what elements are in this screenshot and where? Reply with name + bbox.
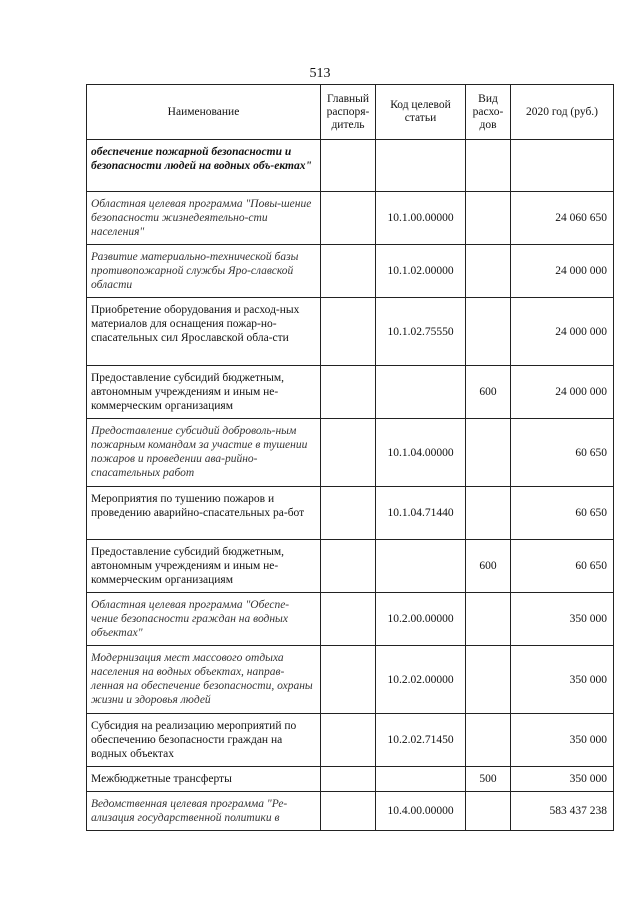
row-name-cell: Межбюджетные трансферты xyxy=(87,767,321,792)
row-manager-cell xyxy=(321,140,376,192)
row-manager-cell xyxy=(321,298,376,366)
table-row xyxy=(87,366,614,419)
row-target-code-cell: 10.1.02.75550 xyxy=(376,298,466,366)
row-target-code-cell: 10.2.02.00000 xyxy=(376,646,466,714)
row-target-code-cell: 10.2.00.00000 xyxy=(376,593,466,646)
table-row xyxy=(87,140,614,192)
row-name-cell: Ведомственная целевая программа "Ре-ализация государственной политики в xyxy=(87,792,321,831)
row-expense-type-cell: 600 xyxy=(466,540,511,593)
table-row xyxy=(87,192,614,245)
row-sum-cell: 583 437 238 xyxy=(511,792,614,831)
row-sum-cell: 60 650 xyxy=(511,419,614,487)
row-name-cell: Предоставление субсидий доброволь-ным пожарным командам за участие в тушении пожаров и проведении ава-рийно-спасательных работ xyxy=(87,419,321,487)
row-manager-cell xyxy=(321,767,376,792)
row-expense-type-cell xyxy=(466,192,511,245)
column-header-sum: 2020 год (руб.) xyxy=(511,85,614,140)
column-header-name: Наименование xyxy=(87,85,321,140)
row-expense-type-cell xyxy=(466,714,511,767)
table-header-row xyxy=(87,85,614,140)
row-name-cell: обеспечение пожарной безопасности и безопасности людей на водных объ-ектах" xyxy=(87,140,321,192)
row-sum-cell: 350 000 xyxy=(511,593,614,646)
row-sum-cell: 350 000 xyxy=(511,767,614,792)
table-row xyxy=(87,714,614,767)
row-target-code-cell: 10.1.04.00000 xyxy=(376,419,466,487)
table-row xyxy=(87,646,614,714)
row-sum-cell: 24 000 000 xyxy=(511,245,614,298)
table-row xyxy=(87,487,614,540)
row-expense-type-cell xyxy=(466,792,511,831)
row-sum-cell xyxy=(511,140,614,192)
row-name-cell: Субсидия на реализацию мероприятий по обеспечению безопасности граждан на водных объектах xyxy=(87,714,321,767)
row-sum-cell: 24 060 650 xyxy=(511,192,614,245)
budget-table xyxy=(86,84,614,831)
table-row xyxy=(87,792,614,831)
row-target-code-cell: 10.1.04.71440 xyxy=(376,487,466,540)
row-target-code-cell: 10.4.00.00000 xyxy=(376,792,466,831)
row-manager-cell xyxy=(321,487,376,540)
row-expense-type-cell xyxy=(466,487,511,540)
row-target-code-cell xyxy=(376,767,466,792)
row-target-code-cell: 10.1.00.00000 xyxy=(376,192,466,245)
table-row xyxy=(87,419,614,487)
row-target-code-cell: 10.2.02.71450 xyxy=(376,714,466,767)
page-number: 513 xyxy=(309,66,331,81)
row-expense-type-cell xyxy=(466,298,511,366)
row-expense-type-cell xyxy=(466,593,511,646)
row-manager-cell xyxy=(321,366,376,419)
row-target-code-cell xyxy=(376,540,466,593)
row-name-cell: Областная целевая программа "Обеспе-чение безопасности граждан на водных объектах" xyxy=(87,593,321,646)
row-manager-cell xyxy=(321,714,376,767)
row-expense-type-cell xyxy=(466,419,511,487)
row-manager-cell xyxy=(321,540,376,593)
table-row xyxy=(87,767,614,792)
row-name-cell: Мероприятия по тушению пожаров и проведению аварийно-спасательных ра-бот xyxy=(87,487,321,540)
row-expense-type-cell xyxy=(466,646,511,714)
row-manager-cell xyxy=(321,593,376,646)
row-expense-type-cell xyxy=(466,140,511,192)
column-header-manager: Главный распоря-дитель xyxy=(321,85,376,140)
row-manager-cell xyxy=(321,245,376,298)
row-name-cell: Областная целевая программа "Повы-шение безопасности жизнедеятельно-сти населения" xyxy=(87,192,321,245)
row-manager-cell xyxy=(321,646,376,714)
row-manager-cell xyxy=(321,192,376,245)
column-header-target-code: Код целевой статьи xyxy=(376,85,466,140)
row-expense-type-cell: 600 xyxy=(466,366,511,419)
row-name-cell: Предоставление субсидий бюджетным, автономным учреждениям и иным не-коммерческим организациям xyxy=(87,540,321,593)
row-target-code-cell xyxy=(376,140,466,192)
row-target-code-cell xyxy=(376,366,466,419)
row-sum-cell: 60 650 xyxy=(511,487,614,540)
row-name-cell: Предоставление субсидий бюджетным, автономным учреждениям и иным не-коммерческим организациям xyxy=(87,366,321,419)
row-target-code-cell: 10.1.02.00000 xyxy=(376,245,466,298)
row-sum-cell: 24 000 000 xyxy=(511,298,614,366)
row-sum-cell: 350 000 xyxy=(511,714,614,767)
row-name-cell: Модернизация мест массового отдыха населения на водных объектах, направ-ленная на обеспечение безопасности, охраны жизни и здоровья людей xyxy=(87,646,321,714)
row-sum-cell: 60 650 xyxy=(511,540,614,593)
row-name-cell: Приобретение оборудования и расход-ных материалов для оснащения пожар-но-спасательных сил Ярославской обла-сти xyxy=(87,298,321,366)
row-name-cell: Развитие материально-технической базы противопожарной службы Яро-славской области xyxy=(87,245,321,298)
table-row xyxy=(87,298,614,366)
row-expense-type-cell: 500 xyxy=(466,767,511,792)
table-body xyxy=(87,140,614,831)
column-header-expense-type: Вид расхо-дов xyxy=(466,85,511,140)
row-sum-cell: 350 000 xyxy=(511,646,614,714)
row-manager-cell xyxy=(321,792,376,831)
row-manager-cell xyxy=(321,419,376,487)
row-expense-type-cell xyxy=(466,245,511,298)
table-row xyxy=(87,245,614,298)
row-sum-cell: 24 000 000 xyxy=(511,366,614,419)
table-row xyxy=(87,540,614,593)
table-row xyxy=(87,593,614,646)
